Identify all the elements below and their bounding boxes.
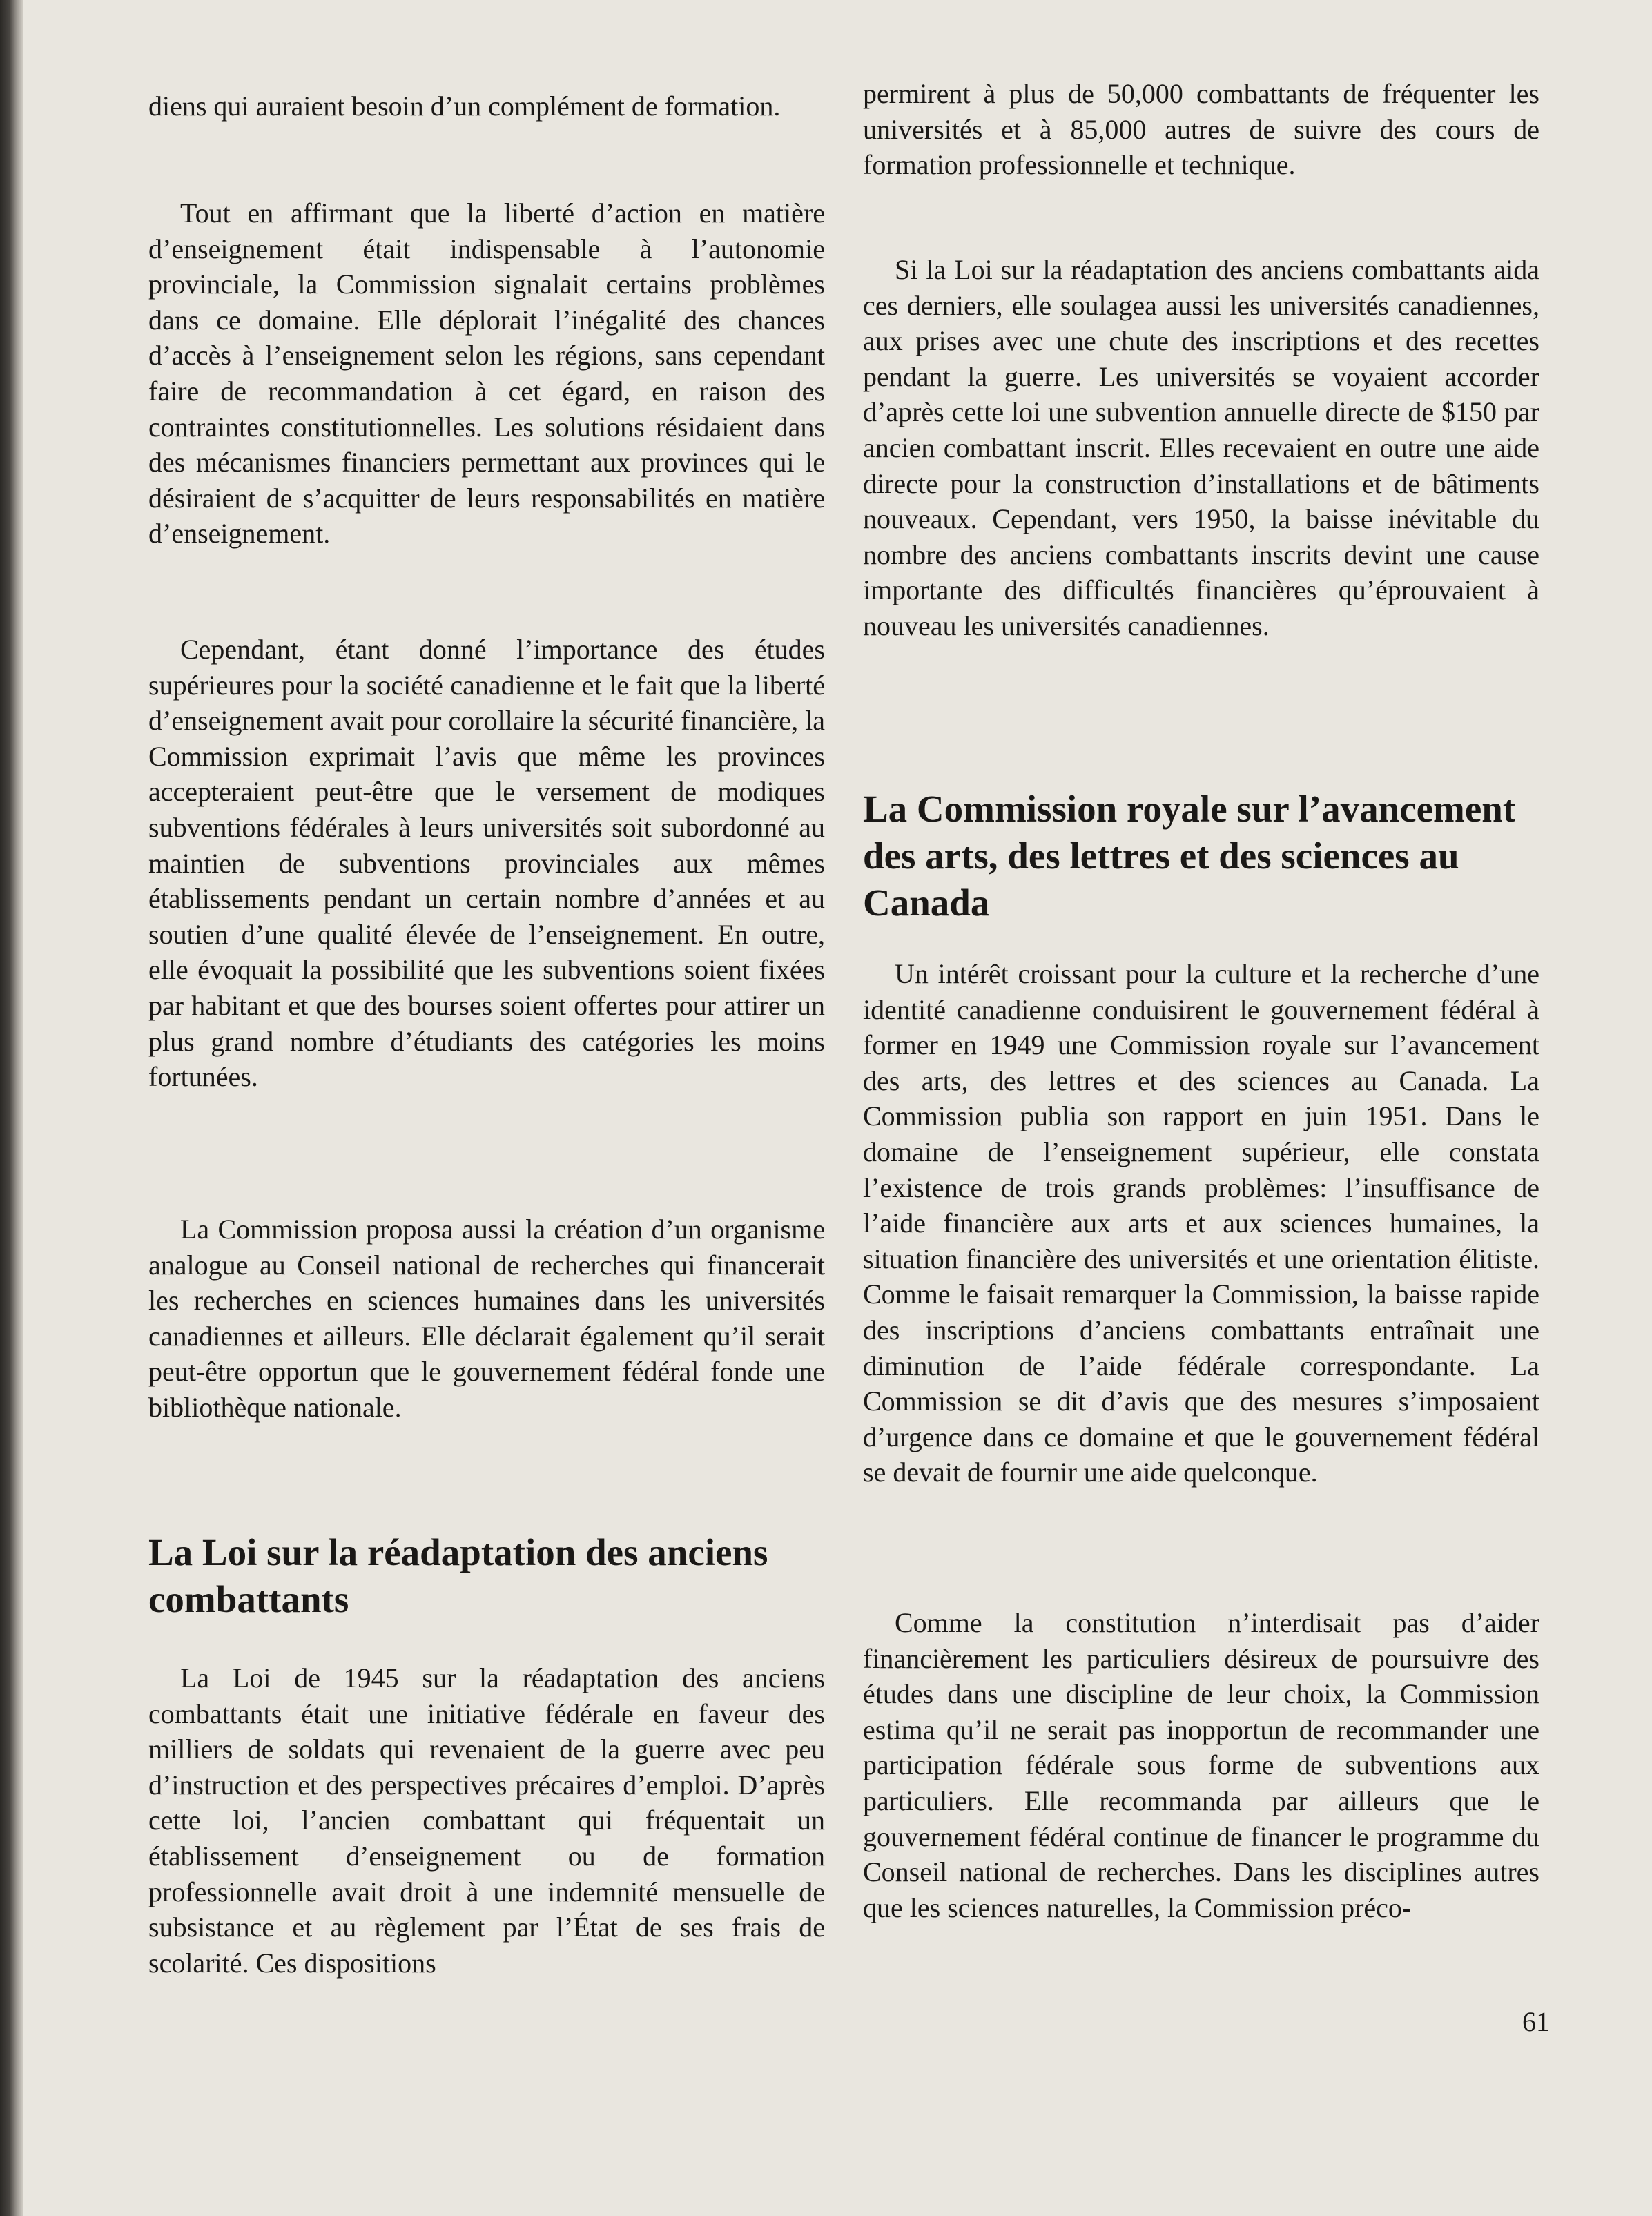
right-column [863, 0, 1539, 2216]
left-paragraph-4: La Commission proposa aussi la création d’un organisme analogue au Conseil national de recherches qui financerait les recherches en sciences humaines dans les universités canadiennes et ailleurs. Elle déclarait également qu’il serait peut-être opportun que le gouvernement fédéral fonde une bibliothèque nationale. [148, 1214, 825, 1423]
section-heading-readaptation: La Loi sur la réadaptation des anciens combattants [148, 1531, 768, 1620]
right-paragraph-2: Si la Loi sur la réadaptation des anciens combattants aida ces derniers, elle soulagea aussi les universités canadiennes, aux prises avec une chute des inscriptions et des recettes pendant la guerre. Les universités se voyaient accorder d’après cette loi une subvention annuelle directe de $150 par ancien combattant inscrit. Elles recevaient en outre une aide directe pour la construction d’installations et de bâtiments nouveaux. Cependant, vers 1950, la baisse inévitable du nombre des anciens combattants inscrits devint une cause importante des difficultés financières qu’éprouvaient à nouveau les universités canadiennes. [863, 254, 1539, 641]
page-number: 61 [1522, 2006, 1550, 2037]
left-paragraph-1: diens qui auraient besoin d’un complément de formation. [148, 90, 781, 122]
left-paragraph-2: Tout en affirmant que la liberté d’action en matière d’enseignement était indispensable à l’autonomie provinciale, la Commission signalait certains problèmes dans ce domaine. Elle déplorait l’inégalité des chances d’accès à l’enseignement selon les régions, sans cependant faire de recommandation à cet égard, en raison des contraintes constitutionnelles. Les solutions résidaient dans des mécanismes financiers permettant aux provinces qui le désiraient de s’acquitter de leurs responsabilités en matière d’enseignement. [148, 197, 825, 550]
left-paragraph-3: Cependant, étant donné l’importance des études supérieures pour la société canadienne et le fait que la liberté d’enseignement avait pour corollaire la sécurité financière, la Commission exprimait l’avis que même les provinces accepteraient peut-être que le versement de modiques subventions fédérales à leurs universités soit subordonné au maintien de subventions provinciales aux mêmes établissements pendant un certain nombre d’années et au soutien d’une qualité élevée de l’enseignement. En outre, elle évoquait la possibilité que les subventions soient fixées par habitant et que des bourses soient offertes pour attirer un plus grand nombre d’étudiants des catégories les moins fortunées. [148, 634, 825, 1093]
book-binding-edge [0, 0, 23, 2216]
left-paragraph-5: La Loi de 1945 sur la réadaptation des anciens combattants était une initiative fédérale en faveur des milliers de soldats qui revenaient de la guerre avec peu d’instruction et des perspectives précaires d’emploi. D’après cette loi, l’ancien combattant qui fréquentait un établissement d’enseignement ou de formation professionnelle avait droit à une indemnité mensuelle de subsistance et au règlement par l’État de ses frais de scolarité. Ces dispositions [148, 1662, 825, 1979]
right-paragraph-3: Un intérêt croissant pour la culture et la recherche d’une identité canadienne conduisirent le gouvernement fédéral à former en 1949 une Commission royale sur l’avancement des arts, des lettres et des sciences au Canada. La Commission publia son rapport en juin 1951. Dans le domaine de l’enseignement supérieur, elle constata l’existence de trois grands problèmes: l’insuffisance de l’aide financière aux arts et aux sciences humaines, la situation financière des universités et une orientation élitiste. Comme le faisait remarquer la Commission, la baisse rapide des inscriptions d’anciens combattants entraînait une diminution de l’aide fédérale correspondante. La Commission se dit d’avis que des mesures s’imposaient d’urgence dans ce domaine et que le gouvernement fédéral se devait de fournir une aide quelconque. [863, 958, 1539, 1488]
right-paragraph-4: Comme la constitution n’interdisait pas d’aider financièrement les particuliers désireux de poursuivre des études dans une discipline de leur choix, la Commission estima qu’il ne serait pas inopportun de recommander une participation fédérale sous forme de subventions aux particuliers. Elle recommanda par ailleurs que le gouvernement fédéral continue de financer le programme du Conseil national de recherches. Dans les disciplines autres que les sciences naturelles, la Commission préco- [863, 1607, 1539, 1923]
left-column [148, 0, 825, 2216]
right-paragraph-1: permirent à plus de 50,000 combattants de fréquenter les universités et à 85,000 autres de suivre des cours de formation professionnelle et technique. [863, 78, 1539, 181]
section-heading-commission-royale: La Commission royale sur l’avancement des arts, des lettres et des sciences au Canada [863, 788, 1516, 924]
